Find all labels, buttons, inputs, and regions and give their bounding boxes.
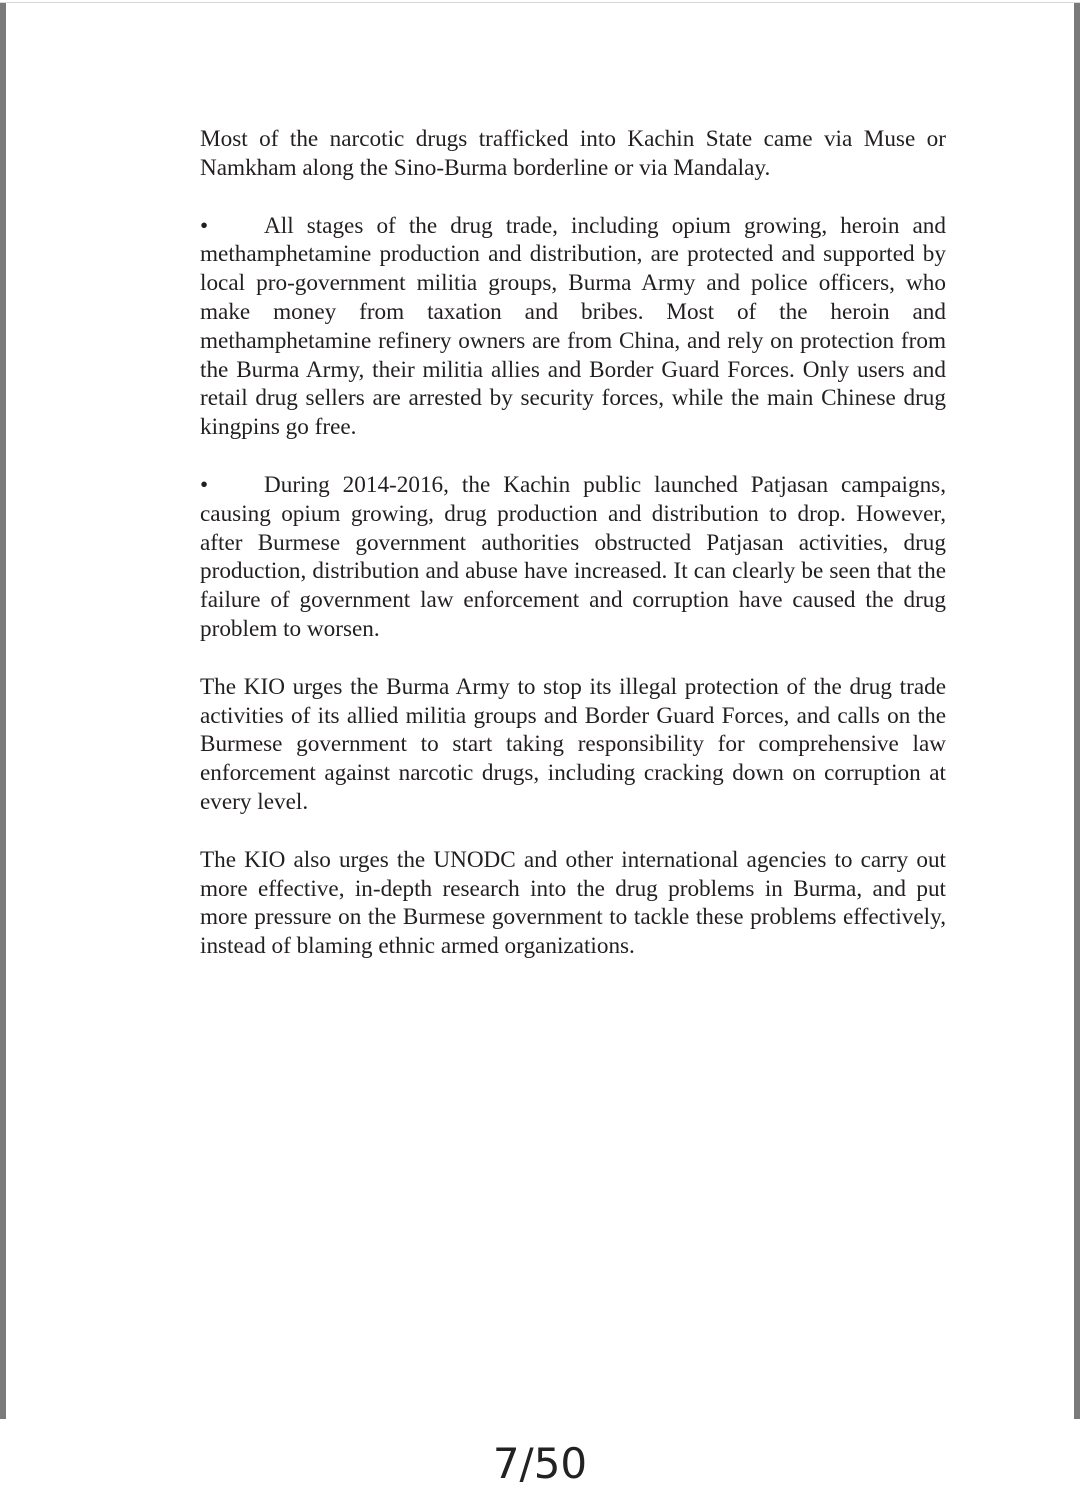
paragraph-text: During 2014-2016, the Kachin public launched Patjasan campaigns, causing opium growing, drug production and distribution to drop. However, after Burmese government authorities obstructed Patjasan activities, drug production, distribution and abuse have increased. It can clearly be seen that the failure of government law enforcement and corruption have caused the drug problem to worsen. xyxy=(200,471,946,642)
paragraph-text: Most of the narcotic drugs trafficked into Kachin State came via Muse or Namkham along the Sino-Burma borderline or via Mandalay. xyxy=(200,126,946,181)
bullet-point: • xyxy=(200,471,209,498)
bullet-paragraph-protection xyxy=(200,212,946,442)
bullet-point: • xyxy=(200,212,209,239)
bullet-paragraph-patjasan xyxy=(200,471,946,644)
paragraph-kio-urges-unodc xyxy=(200,846,946,961)
paragraph-kio-urges-army xyxy=(200,673,946,817)
paragraph-text: The KIO urges the Burma Army to stop its illegal protection of the drug trade activities of its allied militia groups and Border Guard Forces, and calls on the Burmese government to start taking responsibility for comprehensive law enforcement against narcotic drugs, including cracking down on corruption at every level. xyxy=(200,673,946,815)
paragraph-text: All stages of the drug trade, including opium growing, heroin and methamphetamine production and distribution, are protected and supported by local pro-government militia groups, Burma Army and police officers, who make money from taxation and bribes. Most of the heroin and methamphetamine refinery owners are from China, and rely on protection from the Burma Army, their militia allies and Border Guard Forces. Only users and retail drug sellers are arrested by security forces, while the main Chinese drug kingpins go free. xyxy=(200,212,946,441)
page-right-edge xyxy=(1074,3,1080,1419)
paragraph-text: The KIO also urges the UNODC and other international agencies to carry out more effective, in-depth research into the drug problems in Burma, and put more pressure on the Burmese government to tackle these problems effectively, instead of blaming ethnic armed organizations. xyxy=(200,846,946,960)
document-page[interactable] xyxy=(0,2,1080,1419)
page-left-edge xyxy=(0,3,6,1419)
page-number-indicator: 7/50 xyxy=(492,1439,588,1488)
paragraph-drug-routes xyxy=(200,125,946,183)
page-text-body xyxy=(200,125,946,990)
